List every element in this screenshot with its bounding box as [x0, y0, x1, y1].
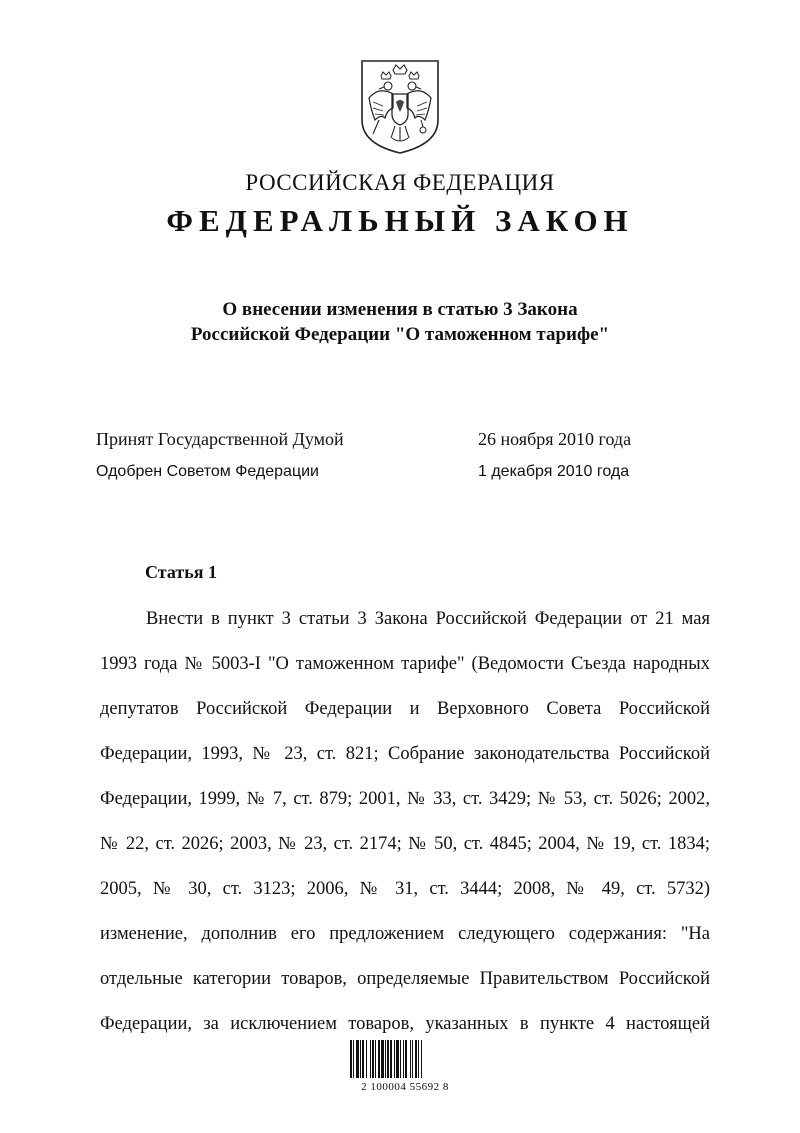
article-line: Федерации, 1999, № 7, ст. 879; 2001, № 33, ст. 3429; № 53, ст. 5026; 2002, [100, 789, 710, 809]
article-line: 1993 года № 5003-I "О таможенном тарифе" (Ведомости Съезда народных [100, 654, 710, 674]
barcode-bar [356, 1040, 359, 1078]
barcode-bar [390, 1040, 392, 1078]
article-line: Федерации, 1993, № 23, ст. 821; Собрание законодательства Российской [100, 744, 710, 764]
barcode-bar [381, 1040, 384, 1078]
law-title-line: О внесении изменения в статью 3 Закона [222, 299, 578, 320]
article-line: отдельные категории товаров, определяемые Правительством Российской [100, 969, 710, 989]
barcode-number: 2 100004 55692 8 [361, 1081, 449, 1093]
barcode-bar [394, 1040, 395, 1078]
barcode-bar [412, 1040, 413, 1078]
barcode-bar [403, 1040, 404, 1078]
law-title-line: Российской Федерации "О таможенном тарифе" [190, 324, 610, 345]
barcode-bar [353, 1040, 354, 1078]
article-body [100, 597, 710, 1047]
barcode-bar [370, 1040, 371, 1078]
article-line: Внести в пункт 3 статьи 3 Закона Российской Федерации от 21 мая [146, 609, 710, 629]
barcode-bar [350, 1040, 352, 1078]
article-line: 2005, № 30, ст. 3123; 2006, № 31, ст. 3444; 2008, № 49, ст. 5732) [100, 879, 710, 899]
barcode-bar [400, 1040, 401, 1078]
barcode-bar [362, 1040, 364, 1078]
barcode-bar [418, 1040, 419, 1078]
country-heading: РОССИЙСКАЯ ФЕДЕРАЦИЯ [245, 170, 555, 195]
adoption-duma-label: Принят Государственной Думой [96, 429, 344, 449]
adoption-council-date: 1 декабря 2010 года [478, 463, 630, 480]
barcode-bar [421, 1040, 422, 1078]
barcode-bar [378, 1040, 380, 1078]
article-heading: Статья 1 [145, 562, 217, 582]
barcode-bar [415, 1040, 417, 1078]
article-line: Федерации, за исключением товаров, указанных в пункте 4 настоящей [100, 1014, 710, 1034]
law-type-heading: ФЕДЕРАЛЬНЫЙ ЗАКОН [166, 203, 634, 238]
coat-of-arms-icon [359, 58, 441, 155]
barcode-bar [387, 1040, 389, 1078]
barcode-bar [410, 1040, 411, 1078]
barcode-bar [396, 1040, 399, 1078]
barcode-bar [405, 1040, 407, 1078]
article-line: изменение, дополнив его предложением следующего содержания: "На [100, 924, 710, 944]
adoption-council-label: Одобрен Советом Федерации [96, 463, 319, 480]
barcode-bar [360, 1040, 361, 1078]
adoption-duma-date: 26 ноября 2010 года [478, 429, 632, 449]
barcode-bar [366, 1040, 367, 1078]
barcode-bar [372, 1040, 374, 1078]
barcode-bar [375, 1040, 376, 1078]
article-line: № 22, ст. 2026; 2003, № 23, ст. 2174; № 50, ст. 4845; 2004, № 19, ст. 1834; [100, 834, 710, 854]
article-line: депутатов Российской Федерации и Верховного Совета Российской [100, 699, 710, 719]
barcode-bar [385, 1040, 386, 1078]
law-title [0, 297, 800, 347]
